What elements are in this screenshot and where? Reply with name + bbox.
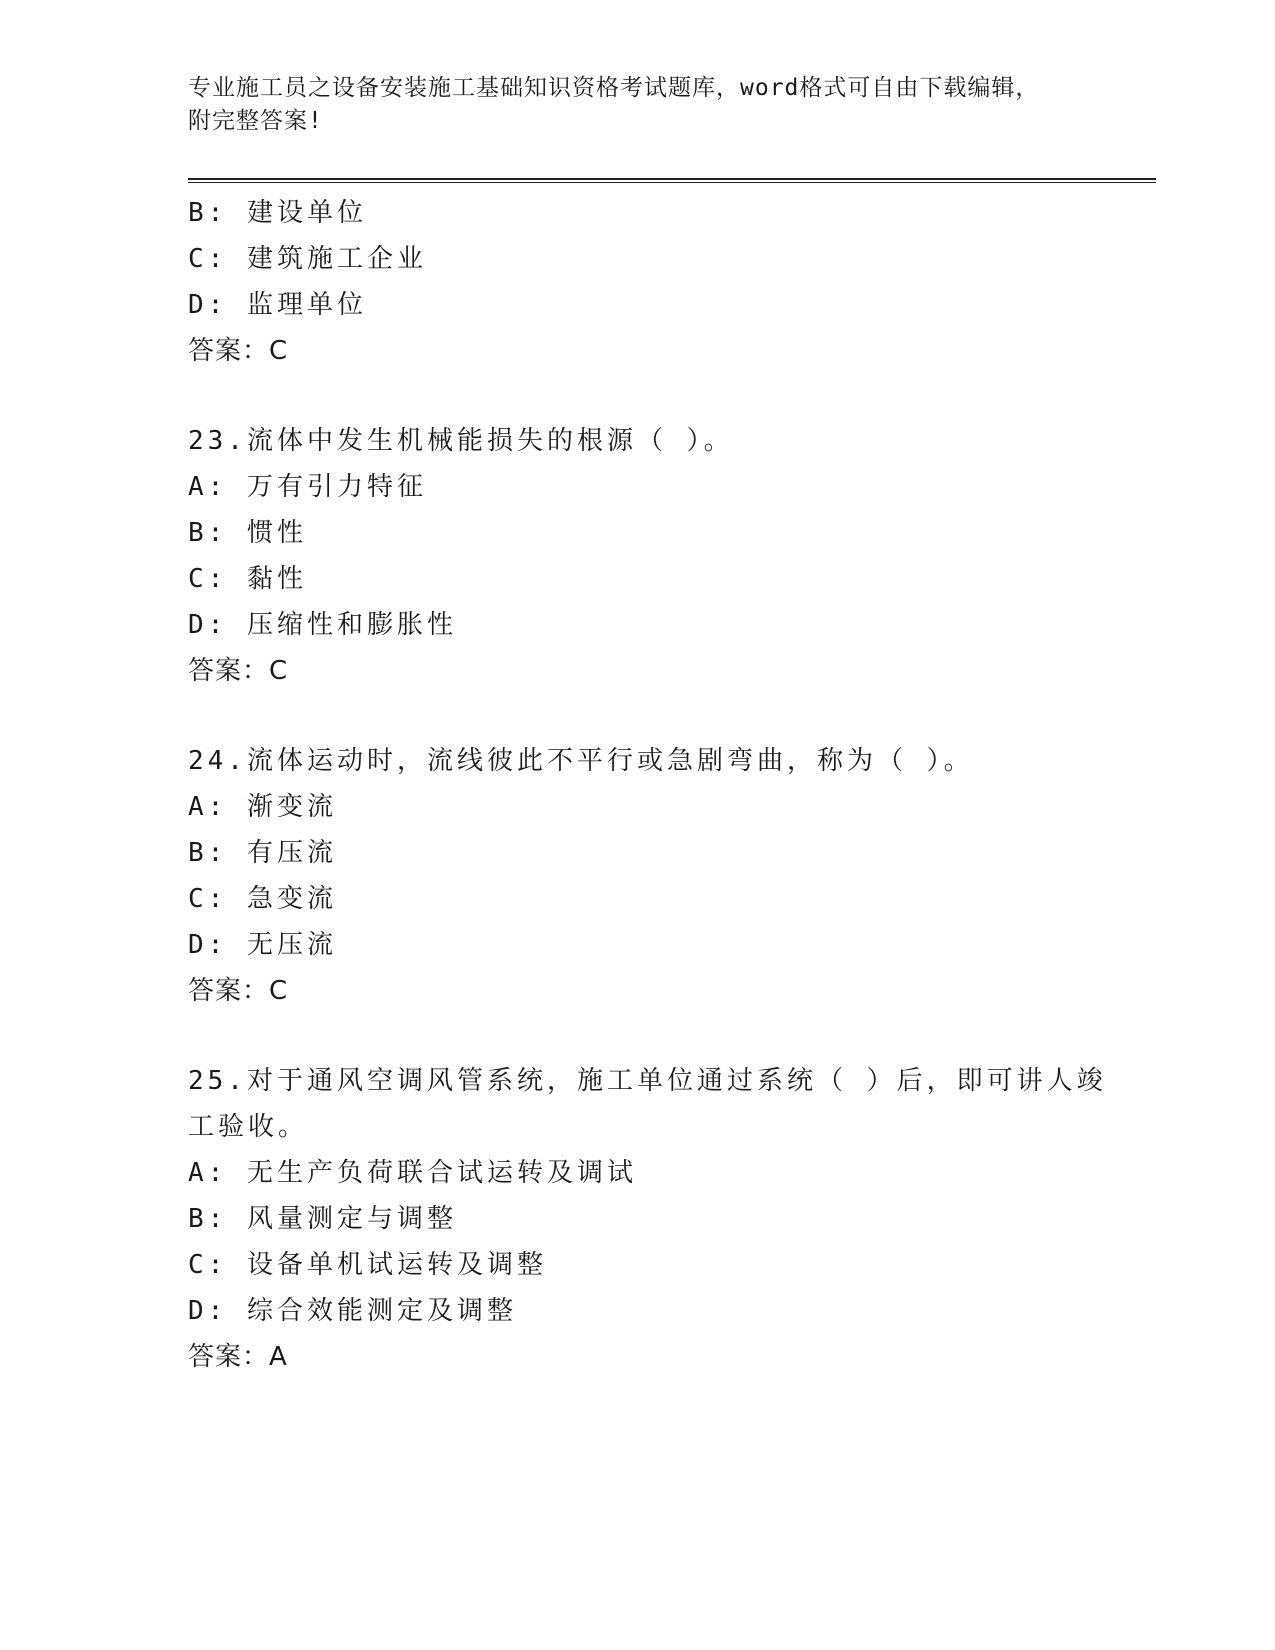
question-25	[188, 1058, 1168, 1380]
option-c: C: 急变流	[188, 884, 337, 914]
header-divider	[188, 178, 1156, 183]
option-c: C: 建筑施工企业	[188, 244, 427, 274]
answer-label: 答案：C	[188, 976, 289, 1006]
option-d: D: 压缩性和膨胀性	[188, 610, 457, 640]
question-list	[188, 190, 1168, 1380]
question-stem: 24.流体运动时，流线彼此不平行或急剧弯曲，称为（ ）。	[188, 746, 974, 776]
question-stem-line-1: 25.对于通风空调风管系统，施工单位通过系统（ ）后，即可讲人竣	[188, 1066, 1107, 1096]
question-22	[188, 190, 1168, 374]
answer-label: 答案：A	[188, 1342, 288, 1372]
document-header	[188, 72, 1088, 138]
question-24	[188, 738, 1168, 1014]
question-stem-line-2: 工验收。	[188, 1112, 309, 1142]
question-23	[188, 418, 1168, 694]
option-b: B: 建设单位	[188, 198, 367, 228]
option-b: B: 惯性	[188, 518, 307, 548]
question-stem: 23.流体中发生机械能损失的根源（ ）。	[188, 426, 734, 456]
answer-label: 答案：C	[188, 656, 289, 686]
option-a: A: 渐变流	[188, 792, 337, 822]
answer-label: 答案：C	[188, 336, 289, 366]
option-d: D: 监理单位	[188, 290, 367, 320]
header-line-1: 专业施工员之设备安装施工基础知识资格考试题库，word格式可自由下载编辑，	[188, 75, 1040, 101]
option-a: A: 无生产负荷联合试运转及调试	[188, 1158, 637, 1188]
header-line-2: 附完整答案!	[188, 108, 323, 134]
option-d: D: 综合效能测定及调整	[188, 1296, 517, 1326]
option-d: D: 无压流	[188, 930, 337, 960]
option-b: B: 风量测定与调整	[188, 1204, 457, 1234]
option-b: B: 有压流	[188, 838, 337, 868]
option-a: A: 万有引力特征	[188, 472, 427, 502]
option-c: C: 黏性	[188, 564, 307, 594]
option-c: C: 设备单机试运转及调整	[188, 1250, 547, 1280]
